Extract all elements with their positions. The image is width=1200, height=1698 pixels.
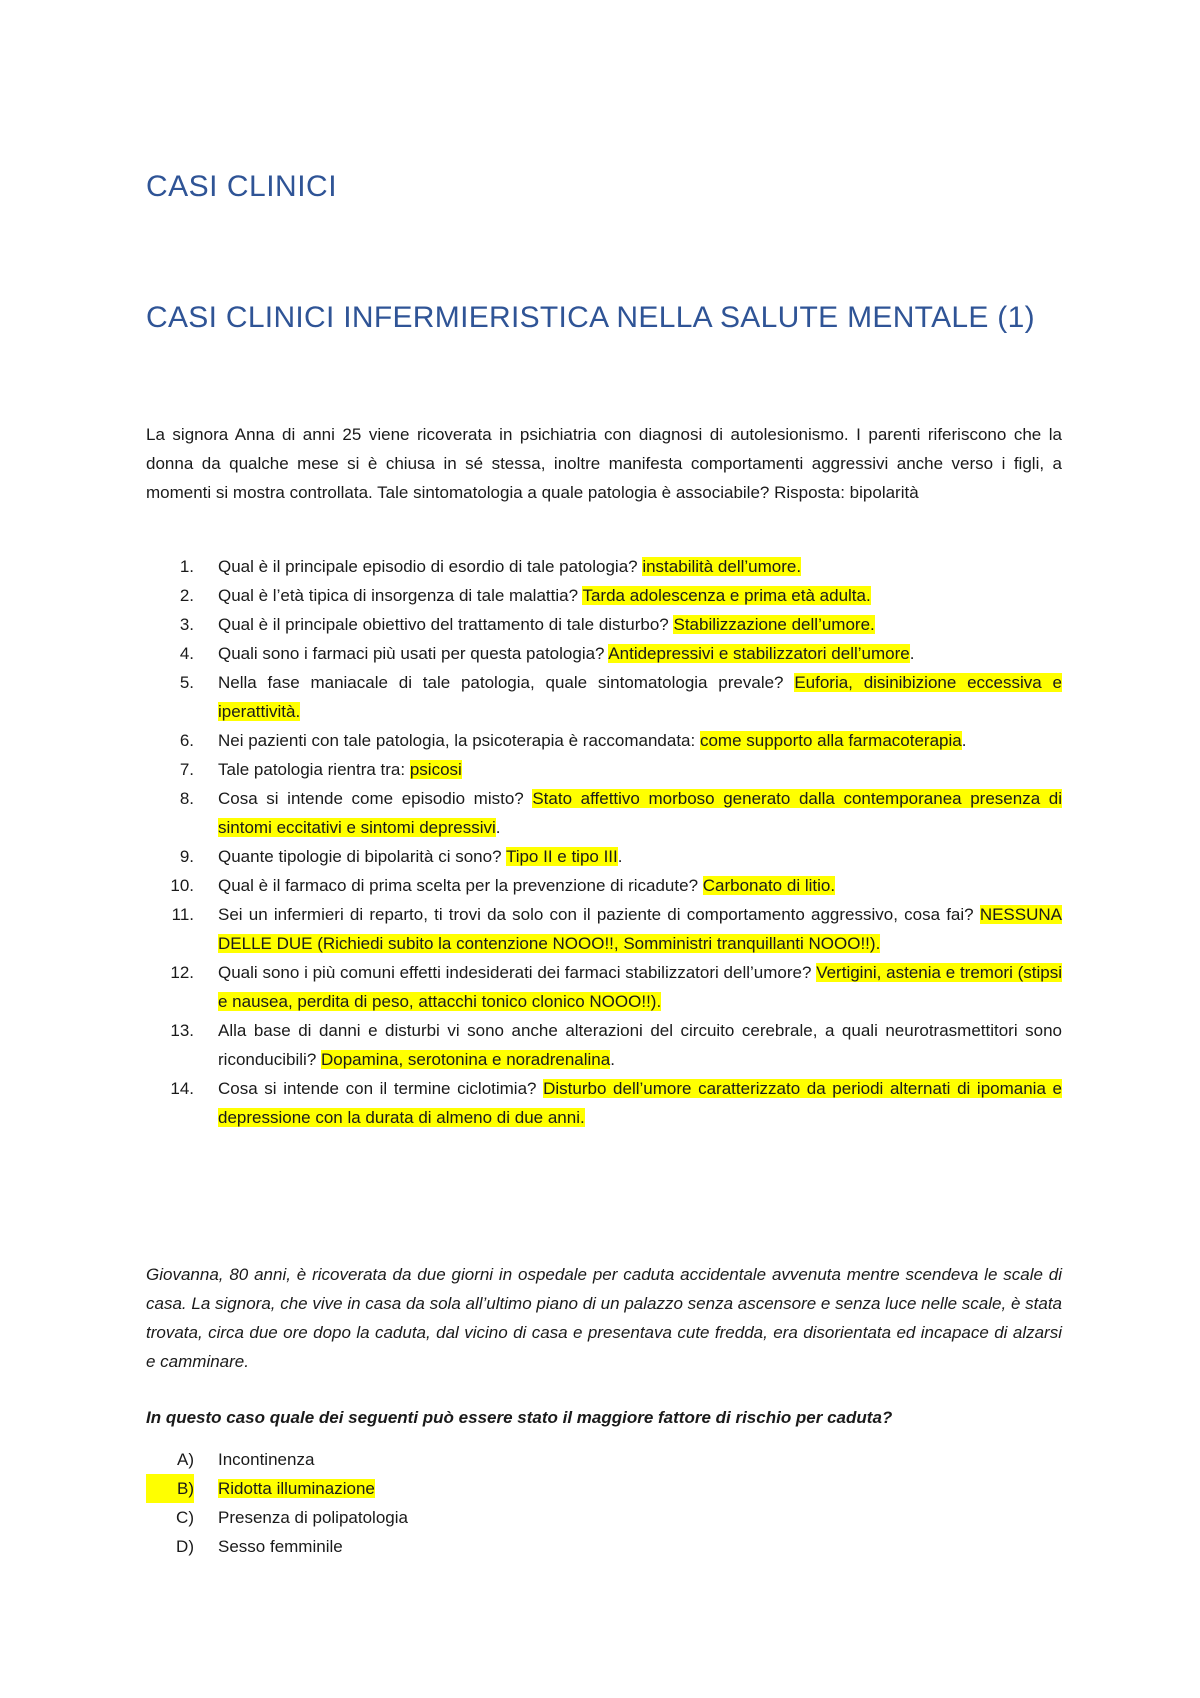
list-item (146, 668, 1062, 726)
question-text: Quali sono i più comuni effetti indesiderati dei farmaci stabilizzatori dell’umore? (218, 963, 817, 982)
question-text: Cosa si intende con il termine ciclotimia? (218, 1079, 544, 1098)
list-item (146, 755, 1062, 784)
item-number: 2. (179, 586, 194, 605)
option-b (146, 1474, 408, 1503)
list-item (146, 784, 1062, 842)
case-two-question: In questo caso quale dei seguenti può essere stato il maggiore fattore di rischio per caduta? (146, 1408, 893, 1427)
highlighted-answer: Tarda adolescenza e prima età adulta. (582, 586, 871, 605)
list-item (146, 1074, 1062, 1132)
list-item (146, 900, 1062, 958)
highlighted-answer: Disturbo dell’umore caratterizzato da periodi alternati di ipomania e depressione con la durata di almeno di due anni. (218, 1079, 1062, 1127)
case-intro-paragraph: La signora Anna di anni 25 viene ricoverata in psichiatria con diagnosi di autolesionismo. I parenti riferiscono che la donna da qualche mese si è chiusa in sé stessa, inoltre manifesta comportamenti aggressivi anche verso i figli, a momenti si mostra controllata. Tale sintomatologia a quale patologia è associabile? Risposta: bipolarità (146, 425, 1062, 502)
list-item (146, 639, 1062, 668)
case-two-paragraph: Giovanna, 80 anni, è ricoverata da due giorni in ospedale per caduta accidentale avvenuta mentre scendeva le scale di casa. La signora, che vive in casa da sola all’ultimo piano di un palazzo senza ascensore e senza luce nelle scale, è stata trovata, circa due ore dopo la caduta, dal vicino di casa e presentava cute fredda, era disorientata ed incapace di alzarsi e camminare. (146, 1265, 1062, 1371)
option-text: Sesso femminile (218, 1537, 343, 1556)
question-text: Tale patologia rientra tra: (218, 760, 410, 779)
list-item (146, 726, 1062, 755)
item-number: 6. (179, 731, 194, 750)
question-text: Qual è il farmaco di prima scelta per la prevenzione di ricadute? (218, 876, 703, 895)
option-letter: B) (146, 1474, 194, 1503)
highlighted-answer: Antidepressivi e stabilizzatori dell’umore (608, 644, 910, 663)
answer-suffix: . (617, 847, 623, 866)
highlighted-answer: Euforia, disinibizione eccessiva e iperattività. (218, 673, 1062, 721)
option-letter: D) (176, 1537, 194, 1556)
item-number: 11. (171, 905, 194, 924)
highlighted-answer: Tipo II e tipo III (505, 847, 618, 866)
highlighted-answer: come supporto alla farmacoterapia (699, 731, 962, 750)
question-text: Quali sono i farmaci più usati per questa patologia? (218, 644, 609, 663)
question-text: Qual è l’età tipica di insorgenza di tale malattia? (218, 586, 583, 605)
question-text: Sei un infermieri di reparto, ti trovi da solo con il paziente di comportamento aggressivo, cosa fai? (218, 905, 980, 924)
list-item (146, 581, 1062, 610)
option-a (146, 1445, 408, 1474)
question-text: Qual è il principale episodio di esordio di tale patologia? (218, 557, 643, 576)
option-text-highlighted: Ridotta illuminazione (218, 1479, 375, 1498)
item-number: 10. (170, 876, 194, 895)
highlighted-answer: NESSUNA DELLE DUE (Richiedi subito la contenzione NOOO!!, Somministri tranquillanti NOOO!!). (218, 905, 1062, 953)
highlighted-answer: Dopamina, serotonina e noradrenalina (321, 1050, 611, 1069)
highlighted-answer: instabilità dell’umore. (642, 557, 802, 576)
option-letter: A) (177, 1450, 194, 1469)
list-item (146, 871, 1062, 900)
item-number: 12. (170, 963, 194, 982)
question-text: Quante tipologie di bipolarità ci sono? (218, 847, 506, 866)
answer-suffix: . (961, 731, 967, 750)
option-c (146, 1503, 408, 1532)
question-text: Qual è il principale obiettivo del trattamento di tale disturbo? (218, 615, 674, 634)
highlighted-answer: Stato affettivo morboso generato dalla contemporanea presenza di sintomi eccitativi e sintomi depressivi (218, 789, 1062, 837)
section-title: CASI CLINICI INFERMIERISTICA NELLA SALUTE MENTALE (1) (146, 301, 1035, 334)
highlighted-answer: Vertigini, astenia e tremori (stipsi e nausea, perdita di peso, attacchi tonico clonico NOOO!!). (218, 963, 1062, 1011)
item-number: 14. (170, 1079, 194, 1098)
item-number: 9. (179, 847, 194, 866)
question-text: Cosa si intende come episodio misto? (218, 789, 533, 808)
highlighted-answer: Carbonato di litio. (702, 876, 836, 895)
question-text: Nei pazienti con tale patologia, la psicoterapia è raccomandata: (218, 731, 700, 750)
option-text: Incontinenza (218, 1450, 315, 1469)
item-number: 5. (179, 673, 194, 692)
list-item (146, 1016, 1062, 1074)
item-number: 8. (179, 789, 194, 808)
highlighted-answer: Stabilizzazione dell’umore. (673, 615, 875, 634)
question-text: Nella fase maniacale di tale patologia, quale sintomatologia prevale? (218, 673, 795, 692)
answer-suffix: . (610, 1050, 615, 1069)
item-number: 7. (179, 760, 194, 779)
option-text: Presenza di polipatologia (218, 1508, 408, 1527)
option-letter: C) (176, 1508, 194, 1527)
item-number: 4. (179, 644, 194, 663)
answer-suffix: . (909, 644, 915, 663)
answer-options (146, 1445, 408, 1561)
document-title: CASI CLINICI (146, 170, 338, 203)
highlighted-answer: psicosi (409, 760, 462, 779)
answer-suffix: . (495, 818, 501, 837)
question-list (146, 552, 1062, 1132)
item-number: 3. (179, 615, 194, 634)
list-item (146, 552, 1062, 581)
item-number: 13. (170, 1021, 194, 1040)
list-item (146, 958, 1062, 1016)
option-d (146, 1532, 408, 1561)
question-text: Alla base di danni e disturbi vi sono anche alterazioni del circuito cerebrale, a quali neurotrasmettitori sono riconducibili? (218, 1021, 1062, 1069)
list-item (146, 610, 1062, 639)
item-number: 1. (179, 557, 194, 576)
list-item (146, 842, 1062, 871)
